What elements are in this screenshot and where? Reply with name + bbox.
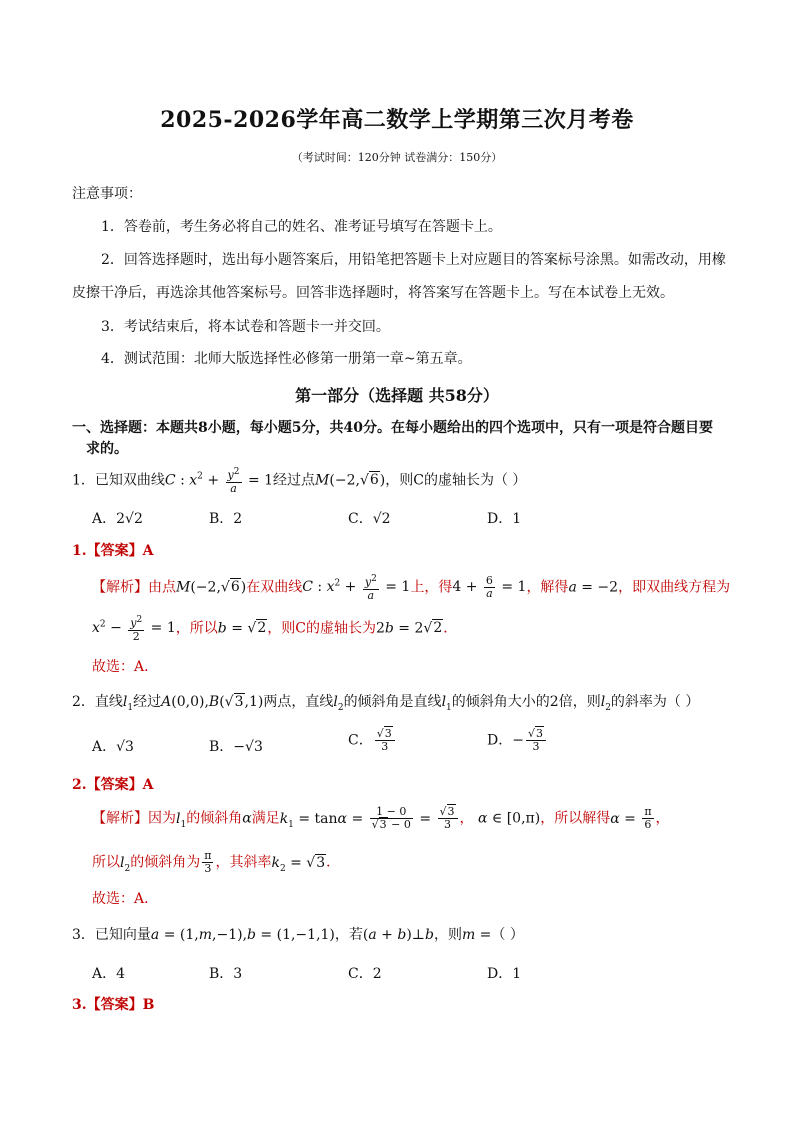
section-instructions-cont: 求的。 — [86, 441, 128, 457]
note-2: 2．回答选择题时，选出每小题答案后，用铅笔把答题卡上对应题目的答案标号涂黑。如需改动，用橡 — [101, 252, 726, 268]
q2-answer: 2.【答案】A — [72, 777, 154, 793]
q1-analysis-line1: 【解析】由点M(−2,√6)在双曲线C : $x^2$ + $\frac{y^2}{a}$ = 1上，得4 + $\frac{6}{a}$ = 1，解得a = −2，即双曲线方程为 — [92, 573, 731, 602]
question-2: 2．直线$l_1$经过A(0,0),B(√3,1)两点，直线$l_2$的倾斜角是直线$l_1$的倾斜角大小的2倍，则$l_2$的斜率为（ ） — [72, 694, 700, 713]
section-heading: 第一部分（选择题 共58分） — [295, 386, 499, 405]
q2-analysis-line1: 【解析】因为$l_1$的倾斜角α满足$k_1 = \tan\alpha$ = $\frac{1 - 0}{√3 - 0}$ = $\frac{√3}{3}$ ， α ∈ [0,π)，所以解得α = $\frac{\pi}{6}$ ， — [92, 805, 670, 831]
q1-option-d: D．1 — [487, 511, 522, 527]
question-3: 3．已知向量a = (1,m,−1),b = (1,−1,1)，若(a + b)⊥b，则m =（ ） — [72, 927, 524, 943]
q1-option-b: B．2 — [209, 511, 243, 527]
section-instructions: 一、选择题：本题共8小题，每小题5分，共40分。在每小题给出的四个选项中，只有一项是符合题目要 — [72, 420, 713, 436]
note-3: 3．考试结束后，将本试卷和答题卡一并交回。 — [101, 319, 390, 335]
q1-answer: 1.【答案】A — [72, 543, 154, 559]
q2-option-d: D．− $\frac{√3}{3}$ — [487, 728, 548, 753]
note-4: 4．测试范围：北师大版选择性必修第一册第一章~第五章。 — [101, 351, 472, 367]
q1-analysis-line2: $x^2$ − $\frac{y^2}{2}$ = 1，所以b = √2，则C的虚轴长为2b = 2√2． — [92, 615, 458, 643]
q1-option-c: C．√2 — [348, 511, 391, 527]
page-title: 2025-2026学年高二数学上学期第三次月考卷 — [160, 107, 634, 133]
q3-option-b: B．3 — [209, 966, 243, 982]
note-2-cont: 皮擦干净后，再选涂其他答案标号。回答非选择题时，将答案写在答题卡上。写在本试卷上无效。 — [72, 285, 674, 301]
q2-conclusion: 故选：A． — [92, 891, 159, 907]
notes-heading: 注意事项： — [72, 186, 142, 202]
q2-option-c: C． $\frac{√3}{3}$ — [348, 728, 397, 753]
q3-option-d: D．1 — [487, 966, 522, 982]
q1-conclusion: 故选：A． — [92, 659, 159, 675]
q3-option-a: A．4 — [92, 966, 126, 982]
q3-option-c: C．2 — [348, 966, 382, 982]
question-1: 1．已知双曲线C : $x^2$ + $\frac{y^2}{a}$ = 1经过点M(−2,√6)，则C的虚轴长为（ ） — [72, 467, 527, 495]
q3-answer: 3.【答案】B — [72, 997, 155, 1013]
q2-option-b: B．−√3 — [209, 739, 263, 755]
q2-analysis-line2: 所以$l_2$的倾斜角为 $\frac{\pi}{3}$ ，其斜率$k_2 = √3$． — [92, 849, 341, 875]
exam-info: （考试时间：120分钟 试卷满分：150分） — [291, 151, 503, 164]
q1-option-a: A．2√2 — [92, 511, 143, 527]
note-1: 1．答卷前，考生务必将自己的姓名、准考证号填写在答题卡上。 — [101, 219, 502, 235]
q2-option-a: A．√3 — [92, 739, 134, 755]
